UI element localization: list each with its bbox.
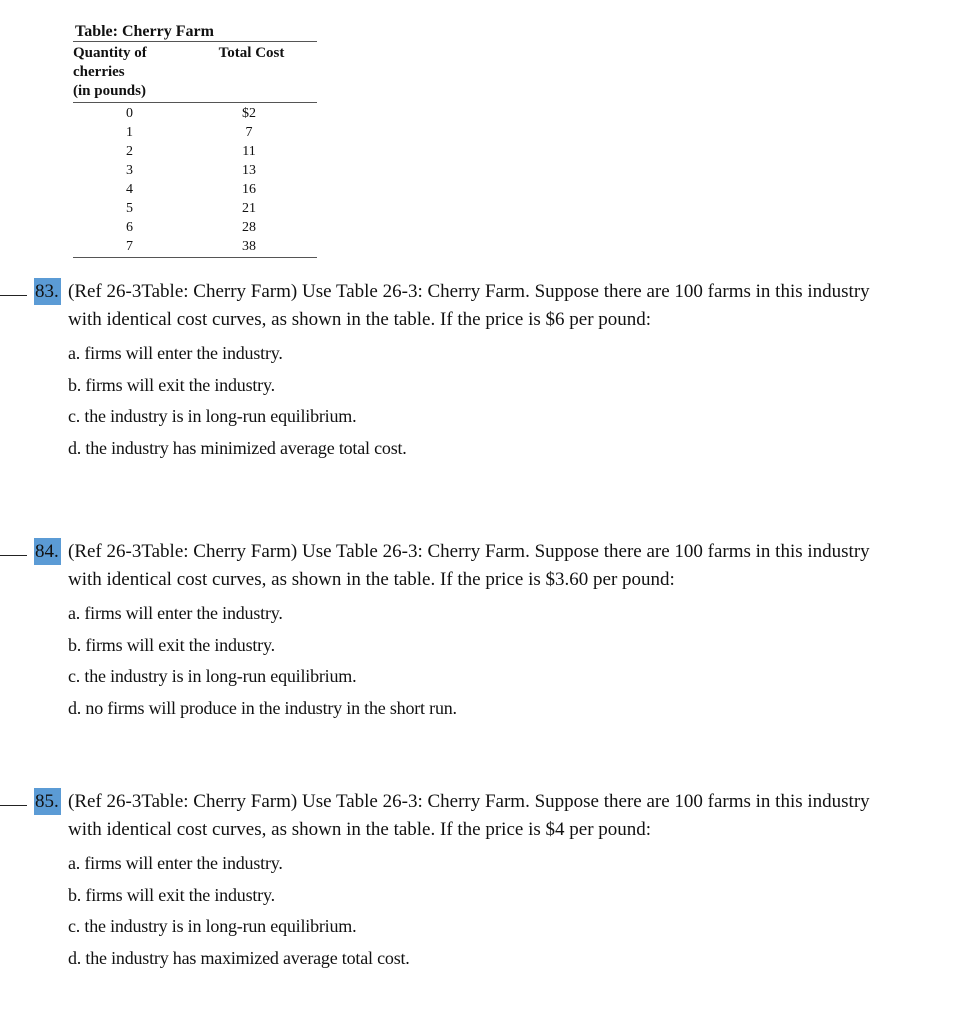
question-stem-line: with identical cost curves, as shown in the table. If the price is $4 per pound:	[68, 819, 652, 840]
table-title: Table: Cherry Farm	[75, 23, 214, 40]
table-row	[73, 199, 317, 218]
cost-cell: 13	[242, 163, 256, 178]
table-row	[73, 104, 317, 123]
option-c[interactable]: c. the industry is in long-run equilibrium.	[68, 666, 357, 686]
table-row	[73, 161, 317, 180]
option-d[interactable]: d. the industry has maximized average total cost.	[68, 947, 410, 968]
option-a[interactable]: a. firms will enter the industry.	[68, 853, 283, 873]
table-header	[73, 44, 317, 102]
question-stem-line: (Ref 26-3Table: Cherry Farm) Use Table 26-3: Cherry Farm. Suppose there are 100 farms in this industry	[68, 541, 870, 562]
question-number: 84.	[34, 538, 61, 565]
option-c[interactable]: c. the industry is in long-run equilibrium.	[68, 406, 357, 426]
option-b[interactable]: b. firms will exit the industry.	[68, 374, 275, 395]
quantity-cell: 7	[126, 239, 133, 254]
option-d[interactable]: d. the industry has minimized average total cost.	[68, 437, 407, 458]
cost-cell: 16	[242, 182, 256, 197]
answer-blank[interactable]	[0, 805, 27, 806]
cost-cell: $2	[242, 106, 256, 121]
header-quantity	[73, 44, 184, 102]
quantity-cell: 6	[126, 220, 133, 235]
table-row	[73, 180, 317, 199]
question-stem-line: (Ref 26-3Table: Cherry Farm) Use Table 26-3: Cherry Farm. Suppose there are 100 farms in this industry	[68, 281, 870, 302]
question-stem-line: with identical cost curves, as shown in the table. If the price is $3.60 per pound:	[68, 569, 675, 590]
option-d[interactable]: d. no firms will produce in the industry in the short run.	[68, 697, 457, 718]
table-row	[73, 123, 317, 142]
cost-cell: 21	[242, 201, 256, 216]
table-row	[73, 237, 317, 256]
table-row	[73, 218, 317, 237]
answer-options	[68, 598, 457, 724]
option-a[interactable]: a. firms will enter the industry.	[68, 603, 283, 623]
question-stem-line: (Ref 26-3Table: Cherry Farm) Use Table 26-3: Cherry Farm. Suppose there are 100 farms in this industry	[68, 791, 870, 812]
question-number: 83.	[34, 278, 61, 305]
cost-cell: 28	[242, 220, 256, 235]
cost-cell: 38	[242, 239, 256, 254]
quantity-cell: 4	[126, 182, 133, 197]
table-bottom-rule	[73, 257, 317, 258]
cherry-farm-table	[73, 23, 317, 258]
option-a[interactable]: a. firms will enter the industry.	[68, 343, 283, 363]
answer-options	[68, 848, 410, 974]
header-quantity-line: cherries	[73, 64, 125, 80]
question-stem-line: with identical cost curves, as shown in the table. If the price is $6 per pound:	[68, 309, 652, 330]
quantity-cell: 3	[126, 163, 133, 178]
table-top-rule	[73, 41, 317, 42]
quantity-cell: 0	[126, 106, 133, 121]
option-b[interactable]: b. firms will exit the industry.	[68, 634, 275, 655]
question-stem	[68, 278, 948, 334]
answer-blank[interactable]	[0, 555, 27, 556]
answer-options	[68, 338, 407, 464]
quantity-cell: 1	[126, 125, 133, 140]
question-stem	[68, 538, 948, 594]
cost-cell: 11	[242, 144, 256, 159]
question-number: 85.	[34, 788, 61, 815]
header-quantity-line: Quantity of	[73, 45, 147, 61]
quantity-cell: 5	[126, 201, 133, 216]
table-body	[73, 103, 317, 257]
option-b[interactable]: b. firms will exit the industry.	[68, 884, 275, 905]
quantity-cell: 2	[126, 144, 133, 159]
header-total-cost: Total Cost	[218, 45, 285, 61]
question-stem	[68, 788, 948, 844]
table-row	[73, 142, 317, 161]
option-c[interactable]: c. the industry is in long-run equilibrium.	[68, 916, 357, 936]
answer-blank[interactable]	[0, 295, 27, 296]
cost-cell: 7	[245, 125, 253, 140]
header-quantity-line: (in pounds)	[73, 83, 146, 99]
